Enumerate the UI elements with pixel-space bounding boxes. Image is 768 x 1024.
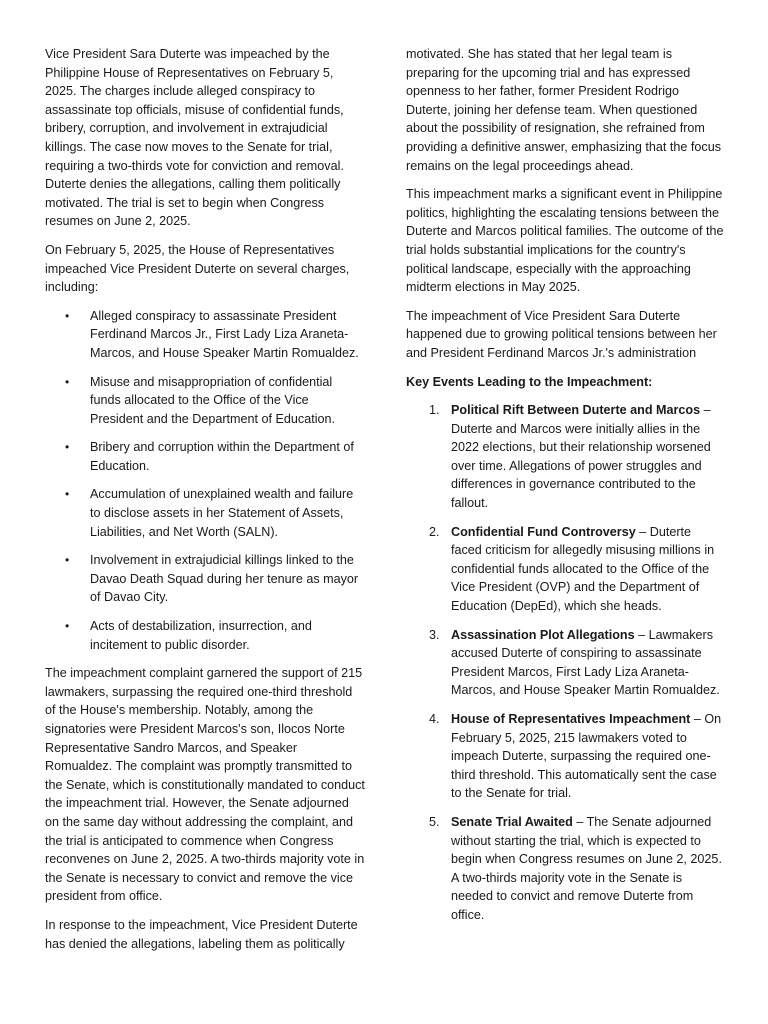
charges-list [45,307,365,655]
bullet-icon: • [65,374,70,389]
list-item: 5. Senate Trial Awaited – The Senate adjourned without starting the trial, which is expected to begin when Congress resumes on June 2, 2025. A two-thirds majority vote in the Senate is needed to convict and remove Duterte from office. [429,814,722,922]
list-item: • Acts of destabilization, insurrection, and incitement to public disorder. [65,619,312,652]
list-item: • Alleged conspiracy to assassinate President Ferdinand Marcos Jr., First Lady Liza Araneta-Marcos, and House Speaker Martin Romualdez. [65,308,359,360]
cause-paragraph: The impeachment of Vice President Sara Duterte happened due to growing political tensions between her and President Ferdinand Marcos Jr.'s administration [406,308,717,360]
bullet-icon: • [65,553,70,568]
key-events-heading: Key Events Leading to the Impeachment: [406,374,653,389]
key-events-list [406,401,724,924]
bullet-icon: • [65,487,70,502]
continuation-paragraph: motivated. She has stated that her legal team is preparing for the upcoming trial and has expressed openness to her father, former President Rodrigo Duterte, joining her defense team. When questioned about the possibility of resignation, she refrained from providing a definitive answer, emphasizing that the focus remains on the legal proceedings ahead. [406,47,722,173]
bullet-icon: • [65,619,70,634]
list-item: 4. House of Representatives Impeachment – On February 5, 2025, 215 lawmakers voted to impeach Duterte, surpassing the required one-third threshold. This automatically sent the case to the Senate for trial. [429,712,722,801]
list-item: 2. Confidential Fund Controversy – Duterte faced criticism for allegedly misusing millions in confidential funds allocated to the Office of the Vice President (OVP) and the Department of Education (DepEd), which she heads. [429,524,715,614]
significance-paragraph: This impeachment marks a significant event in Philippine politics, highlighting the escalating tensions between the Duterte and Marcos political families. The outcome of the trial holds substantial implications for the country's political landscape, especially with the approaching midterm elections in May 2025. [406,187,724,295]
list-item: • Misuse and misappropriation of confidential funds allocated to the Office of the Vice President and the Department of Education. [65,374,336,426]
bullet-icon: • [65,308,70,323]
left-column [45,45,365,963]
list-item: 3. Assassination Plot Allegations – Lawmakers accused Duterte of conspiring to assassinate President Marcos, First Lady Liza Araneta-Marcos, and House Speaker Martin Romualdez. [429,627,720,698]
right-column [406,45,724,935]
list-item: • Accumulation of unexplained wealth and failure to disclose assets in her Statement of Assets, Liabilities, and Net Worth (SALN). [65,487,354,539]
list-item: • Bribery and corruption within the Department of Education. [65,440,354,473]
list-item: • Involvement in extrajudicial killings linked to the Davao Death Squad during her tenure as mayor of Davao City. [65,553,359,605]
list-item: 1. Political Rift Between Duterte and Marcos – Duterte and Marcos were initially allies in the 2022 elections, but their relationship worsened over time. Allegations of power struggles and differences in governance contributed to the fallout. [429,403,711,511]
response-paragraph: In response to the impeachment, Vice President Duterte has denied the allegations, labeling them as politically [45,917,358,951]
complaint-paragraph: The impeachment complaint garnered the support of 215 lawmakers, surpassing the required one-third threshold of the House's membership. Notably, among the signatories were President Marcos's son, Ilocos Norte Representative Sandro Marcos, and Speaker Romualdez. The complaint was promptly transmitted to the Senate, which is constitutionally mandated to conduct the impeachment trial. However, the Senate adjourned on the same day without addressing the complaint, and the trial is anticipated to commence when Congress reconvenes on June 2, 2025. A two-thirds majority vote in the Senate is necessary to convict and remove the vice president from office. [45,666,365,904]
charges-intro-paragraph: On February 5, 2025, the House of Representatives impeached Vice President Duterte on several charges, including: [45,242,350,295]
bullet-icon: • [65,440,70,455]
intro-paragraph: Vice President Sara Duterte was impeached by the Philippine House of Representatives on February 5, 2025. The charges include alleged conspiracy to assassinate top officials, misuse of confidential funds, bribery, corruption, and involvement in extrajudicial killings. The case now moves to the Senate for trial, requiring a two-thirds vote for conviction and removal. Duterte denies the allegations, calling them politically motivated. The trial is set to begin when Congress resumes on June 2, 2025. [45,47,344,229]
